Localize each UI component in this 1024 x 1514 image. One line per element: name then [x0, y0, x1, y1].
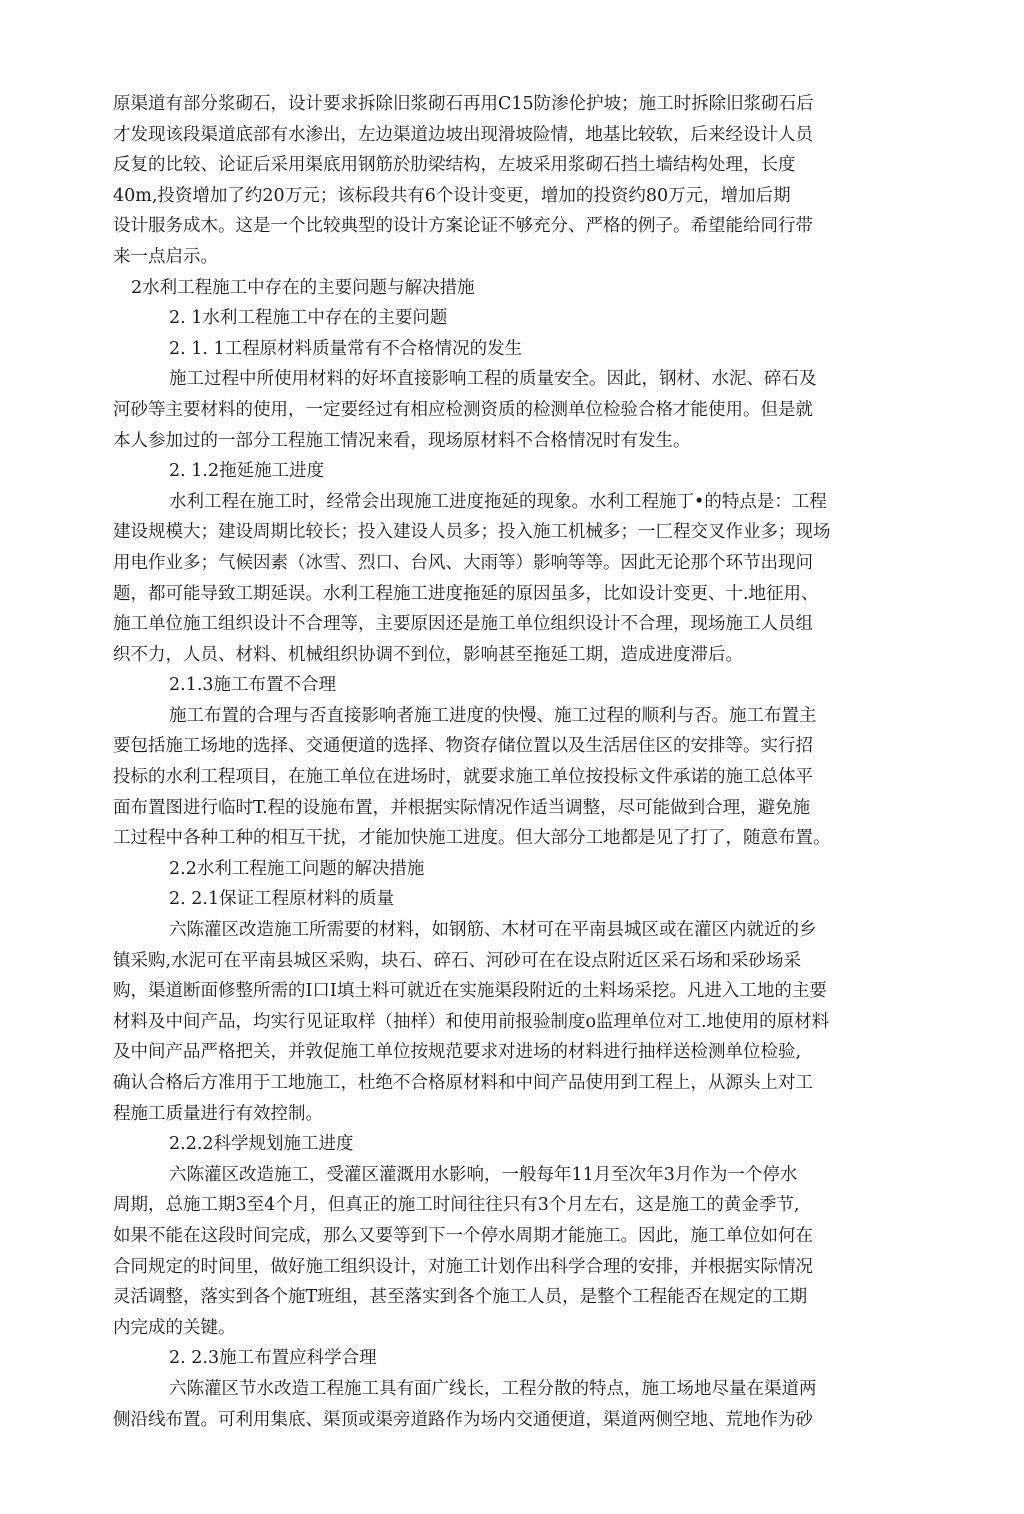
- text-line: 灵活调整，落实到各个施T班组，甚至落实到各个施工人员，是整个工程能否在规定的工期: [113, 1287, 808, 1308]
- text-line: 2.2水利工程施工问题的解决措施: [169, 858, 425, 879]
- text-line: 河砂等主要材料的使用，一定要经过有相应检测资质的检测单位检验合格才能使用。但是就: [113, 399, 813, 420]
- text-line: 2.2.2科学规划施工进度: [169, 1134, 354, 1155]
- text-line: 2. 1水利工程施工中存在的主要问题: [169, 308, 448, 329]
- text-line: 用电作业多；气候因素（冰雪、烈口、台风、大雨等）影响等等。因此无论那个环节出现问: [113, 552, 813, 573]
- text-line: 六陈灌区节水改造工程施工具有面广线长，工程分散的特点，施工场地尽量在渠道两: [169, 1378, 817, 1399]
- text-line: 本人参加过的一部分工程施工情况来看，现场原材料不合格情况时有发生。: [113, 430, 691, 451]
- text-line: 六陈灌区改造施工所需要的材料，如钢筋、木材可在平南县城区或在灌区内就近的乡: [169, 920, 817, 941]
- text-line: 如果不能在这段时间完成，那么又要等到下一个停水周期才能施工。因此，施工单位如何在: [113, 1225, 813, 1246]
- text-line: 2. 2.1保证工程原材料的质量: [169, 889, 395, 910]
- text-line: 材料及中间产品，均实行见证取样（抽样）和使用前报验制度o监理单位对工.地使用的原材料: [113, 1011, 830, 1032]
- text-line: 2.1.3施工布置不合理: [169, 675, 337, 696]
- text-line: 2. 1.2拖延施工进度: [169, 461, 325, 482]
- text-line: 题，都可能导致工期延误。水利工程施工进度拖延的原因虽多，比如设计变更、十.地征用、: [113, 583, 819, 604]
- text-line: 投标的水利工程项目，在施工单位在进场时，就要求施工单位按投标文件承诺的施工总体平: [113, 767, 813, 788]
- text-line: 水利工程在施工时，经常会出现施工进度拖延的现象。水利工程施丁•的特点是：工程: [169, 491, 827, 512]
- text-line: 2. 1. 1工程原材料质量常有不合格情况的发生: [169, 338, 523, 359]
- text-line: 六陈灌区改造施工，受灌区灌溉用水影响，一般每年11月至次年3月作为一个停水: [169, 1164, 798, 1185]
- text-line: 2. 2.3施工布置应科学合理: [169, 1348, 377, 1369]
- body-text: [113, 89, 913, 1435]
- text-line: 内完成的关键。: [113, 1317, 236, 1338]
- text-line: 及中间产品严格把关，并敦促施工单位按规范要求对进场的材料进行抽样送检测单位检验,: [113, 1042, 802, 1063]
- text-line: 施工过程中所使用材料的好坏直接影响工程的质量安全。因此，钢材、水泥、碎石及: [169, 369, 817, 390]
- text-line: 周期，总施工期3至4个月，但真正的施工时间往往只有3个月左右，这是施工的黄金季节,: [113, 1195, 800, 1216]
- text-line: 面布置图进行临时T.程的设施布置，并根据实际情况作适当调整，尽可能做到合理，避免施: [113, 797, 811, 818]
- text-line: 确认合格后方准用于工地施工，杜绝不合格原材料和中间产品使用到工程上，从源头上对工: [113, 1073, 813, 1093]
- text-line: 工过程中各种工种的相互干扰，才能加快施工进度。但大部分工地都是见了打了，随意布置。: [113, 828, 831, 849]
- text-line: 购，渠道断面修整所需的I口I填土料可就近在实施渠段附近的土料场采挖。凡进入工地的主要: [113, 981, 827, 1002]
- text-line: 镇采购,水泥可在平南县城区采购，块石、碎石、河砂可在在设点附近区采石场和采砂场采: [113, 950, 802, 971]
- text-line: 原渠道有部分浆砌石，设计要求拆除旧浆砌石再用C15防渗伦护坡；施工时拆除旧浆砌石后: [113, 94, 814, 114]
- text-line: 施工布置的合理与否直接影响者施工进度的快慢、施工过程的顺利与否。施工布置主: [169, 705, 817, 726]
- text-line: 2水利工程施工中存在的主要问题与解决措施: [131, 277, 475, 298]
- text-line: 程施工质量进行有效控制。: [113, 1103, 323, 1124]
- text-line: 合同规定的时间里，做好施工组织设计，对施工计划作出科学合理的安排，并根据实际情况: [113, 1256, 813, 1277]
- text-line: 要包括施工场地的选择、交通便道的选择、物资存储位置以及生活居住区的安排等。实行招: [113, 736, 813, 757]
- text-line: 织不力，人员、材料、机械组织协调不到位，影响甚至拖延工期，造成进度滞后。: [113, 644, 743, 665]
- text-line: 建设规模大；建设周期比较长；投入建设人员多；投入施工机械多；一匚程交叉作业多；现场: [113, 522, 831, 543]
- text-line: 侧沿线布置。可利用集底、渠顶或渠旁道路作为场内交通便道，渠道两侧空地、荒地作为砂: [113, 1409, 813, 1430]
- text-line: 40m,投资增加了约20万元；该标段共有6个设计变更，增加的投资约80万元，增加后期: [113, 185, 791, 206]
- text-line: 施工单位施工组织设计不合理等，主要原因还是施工单位组织设计不合理，现场施工人员组: [113, 614, 813, 635]
- text-line: 才发现该段渠道底部有水渗出，左边渠道边坡出现滑坡险情，地基比较软，后来经设计人员: [113, 124, 813, 145]
- text-line: 设计服务成木。这是一个比较典型的设计方案论证不够充分、严格的例子。希望能给同行带: [113, 216, 813, 237]
- text-line: 来一点启示。: [113, 246, 218, 267]
- text-line: 反复的比较、论证后采用渠底用钢筋於肋梁结构，左坡采用浆砌石挡土墙结构处理，长度: [113, 155, 796, 176]
